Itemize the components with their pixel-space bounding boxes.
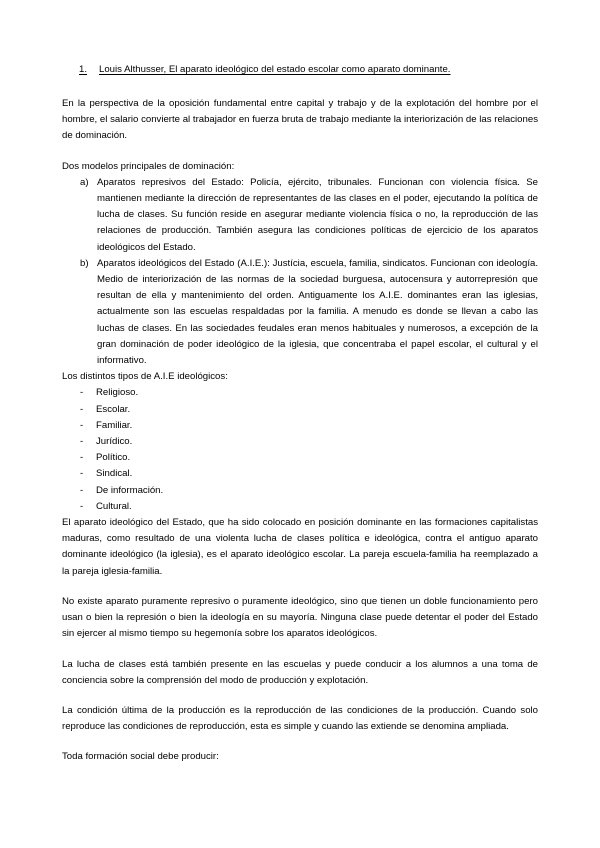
list-item (62, 256, 538, 369)
list-marker: - (80, 436, 84, 448)
paragraph-models-lead: Dos modelos principales de dominación: (62, 160, 235, 172)
list-marker: b) (80, 257, 89, 269)
list-marker: - (80, 387, 84, 399)
paragraph-types-lead: Los distintos tipos de A.I.E ideológicos: (62, 371, 228, 383)
list-item-text: Cultural. (96, 500, 132, 512)
paragraph-toda-formacion: Toda formación social debe producir: (62, 751, 219, 763)
list-marker: - (80, 403, 84, 415)
list-item-text: Religioso. (96, 387, 139, 399)
alpha-list (62, 175, 538, 369)
list-item (62, 483, 538, 499)
page-title (62, 62, 538, 78)
list-item-text: Familiar. (96, 419, 133, 431)
list-marker: a) (80, 176, 89, 188)
list-item (62, 466, 538, 482)
list-item-text: Sindical. (96, 468, 133, 480)
list-item-text: Escolar. (96, 403, 131, 415)
list-marker: - (80, 468, 84, 480)
list-item-text: Aparatos represivos del Estado: Policía, ejército, tribunales. Funcionan con violencia física. Se mantienen mediante la dirección de representantes de las clases en el poder, ejecutando la política de lucha de clases. Su función reside en asegurar mediante violencia física o no, la reproducción de las relaciones de producción. También asegura las condiciones políticas de ejercicio de los aparatos ideológicos del Estado. (97, 176, 538, 253)
heading-title-text: Louis Althusser, El aparato ideológico del estado escolar como aparato dominante. (99, 64, 451, 75)
paragraph-after-list: El aparato ideológico del Estado, que ha sido colocado en posición dominante en las formaciones capitalistas maduras, como resultado de una violenta lucha de clases política e ideológica, contra el antiguo aparato dominante ideológico (la iglesia), es el aparato ideológico escolar. La pareja escuela-familia ha reemplazado a la pareja iglesia-familia. (62, 517, 538, 577)
list-item (62, 385, 538, 401)
list-marker: - (80, 452, 84, 464)
list-marker: - (80, 484, 84, 496)
list-item (62, 418, 538, 434)
dash-list (62, 385, 538, 515)
list-item-text: De información. (96, 484, 164, 496)
paragraph-lucha-clases: La lucha de clases está también presente en las escuelas y puede conducir a los alumnos a una toma de conciencia sobre la comprensión del modo de producción y explotación. (62, 658, 538, 686)
list-marker: - (80, 500, 84, 512)
document-body (62, 62, 538, 766)
list-item (62, 499, 538, 515)
paragraph-intro: En la perspectiva de la oposición fundamental entre capital y trabajo y de la explotación del hombre por el hombre, el salario convierte al trabajador en fuerza bruta de trabajo mediante la interiorización de las relaciones de dominación. (62, 98, 538, 142)
list-marker: - (80, 419, 84, 431)
list-item-text: Político. (96, 452, 131, 464)
heading-number: 1. (79, 64, 88, 75)
list-item (62, 175, 538, 256)
paragraph-no-existe: No existe aparato puramente represivo o puramente ideológico, sino que tienen un doble funcionamiento pero usan o bien la represión o bien la ideología en su mayoría. Ninguna clase puede detentar el poder del Estado sin ejercer al mismo tiempo su hegemonía sobre los aparatos ideológicos. (62, 595, 538, 640)
list-item-text: Jurídico. (96, 436, 133, 448)
list-item-text: Aparatos ideológicos del Estado (A.I.E.): Justícia, escuela, familia, sindicatos. Funcionan con ideología. Medio de interiorización de las normas de la sociedad burguesa, autocensura y autorrepresión que resultan de ella y mantenimiento del orden. Antiguamente los A.I.E. dominantes eran las iglesias, actualmente son las escuelas respaldadas por la familia. A menudo es donde se llevan a cabo las luchas de clases. En las sociedades feudales eran menos habituales y numerosos, a excepción de la gran dominación de poder ideológico de la iglesia, que concentraba el papel escolar, el cultural y el informativo. (97, 257, 538, 367)
list-item (62, 402, 538, 418)
paragraph-condicion: La condición última de la producción es la reproducción de las condiciones de la producción. Cuando solo reproduce las condiciones de reproducción, esta es simple y cuando las extiende se denomina ampliada. (62, 704, 538, 733)
list-item (62, 434, 538, 450)
list-item (62, 450, 538, 466)
